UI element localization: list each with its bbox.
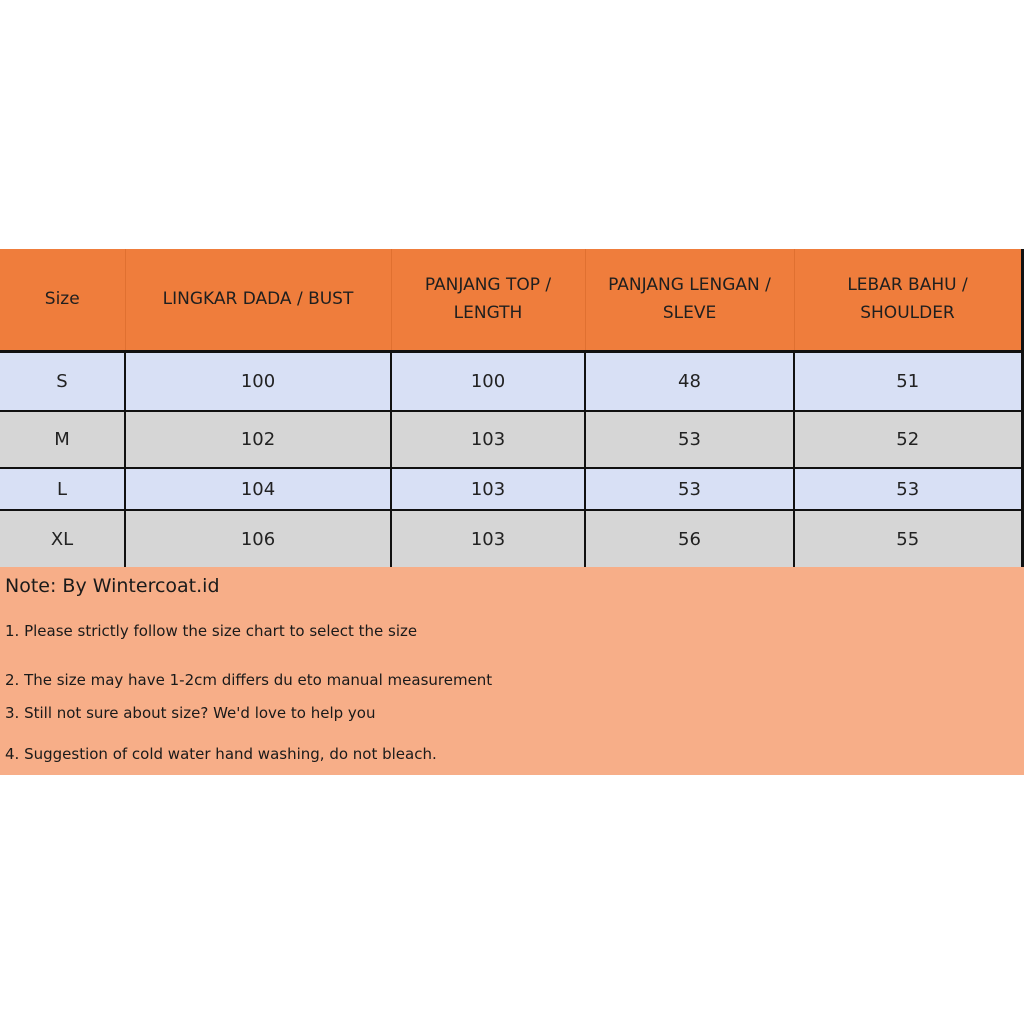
header-sleeve bbox=[585, 249, 794, 351]
header-size bbox=[0, 249, 125, 351]
header-bust bbox=[125, 249, 391, 351]
header-sleeve-line1: PANJANG LENGAN / bbox=[608, 275, 771, 296]
header-shoulder-line2: SHOULDER bbox=[860, 303, 955, 324]
cell-size: M bbox=[0, 411, 125, 468]
cell-length: 103 bbox=[391, 411, 585, 468]
cell-shoulder: 53 bbox=[794, 468, 1022, 510]
cell-shoulder: 52 bbox=[794, 411, 1022, 468]
header-bust-label: LINGKAR DADA / BUST bbox=[162, 289, 354, 310]
note-item: 3. Still not sure about size? We'd love to help you bbox=[5, 704, 376, 722]
note-item: 1. Please strictly follow the size chart to select the size bbox=[5, 622, 418, 640]
header-sleeve-line2: SLEVE bbox=[662, 303, 717, 324]
cell-length: 103 bbox=[391, 510, 585, 568]
notes-title: Note: By Wintercoat.id bbox=[5, 575, 220, 597]
cell-bust: 106 bbox=[125, 510, 391, 568]
header-shoulder bbox=[794, 249, 1022, 351]
header-length bbox=[391, 249, 585, 351]
cell-shoulder: 51 bbox=[794, 351, 1022, 411]
cell-sleeve: 53 bbox=[585, 468, 794, 510]
cell-size: S bbox=[0, 351, 125, 411]
cell-sleeve: 56 bbox=[585, 510, 794, 568]
header-length-line1: PANJANG TOP / bbox=[424, 275, 552, 296]
header-size-label: Size bbox=[44, 289, 80, 310]
notes-panel bbox=[0, 567, 1024, 775]
cell-size: XL bbox=[0, 510, 125, 568]
cell-sleeve: 53 bbox=[585, 411, 794, 468]
size-chart-table bbox=[0, 249, 1024, 569]
cell-bust: 100 bbox=[125, 351, 391, 411]
cell-shoulder: 55 bbox=[794, 510, 1022, 568]
cell-bust: 104 bbox=[125, 468, 391, 510]
note-item: 2. The size may have 1-2cm differs du eto manual measurement bbox=[5, 671, 493, 689]
cell-bust: 102 bbox=[125, 411, 391, 468]
header-shoulder-line1: LEBAR BAHU / bbox=[847, 275, 968, 296]
table-row bbox=[0, 510, 1022, 568]
note-item: 4. Suggestion of cold water hand washing, do not bleach. bbox=[5, 745, 437, 763]
cell-size: L bbox=[0, 468, 125, 510]
header-length-line2: LENGTH bbox=[453, 303, 523, 324]
table-row bbox=[0, 411, 1022, 468]
table-row bbox=[0, 351, 1022, 411]
table-header-row bbox=[0, 249, 1022, 351]
cell-sleeve: 48 bbox=[585, 351, 794, 411]
table-row bbox=[0, 468, 1022, 510]
cell-length: 103 bbox=[391, 468, 585, 510]
cell-length: 100 bbox=[391, 351, 585, 411]
